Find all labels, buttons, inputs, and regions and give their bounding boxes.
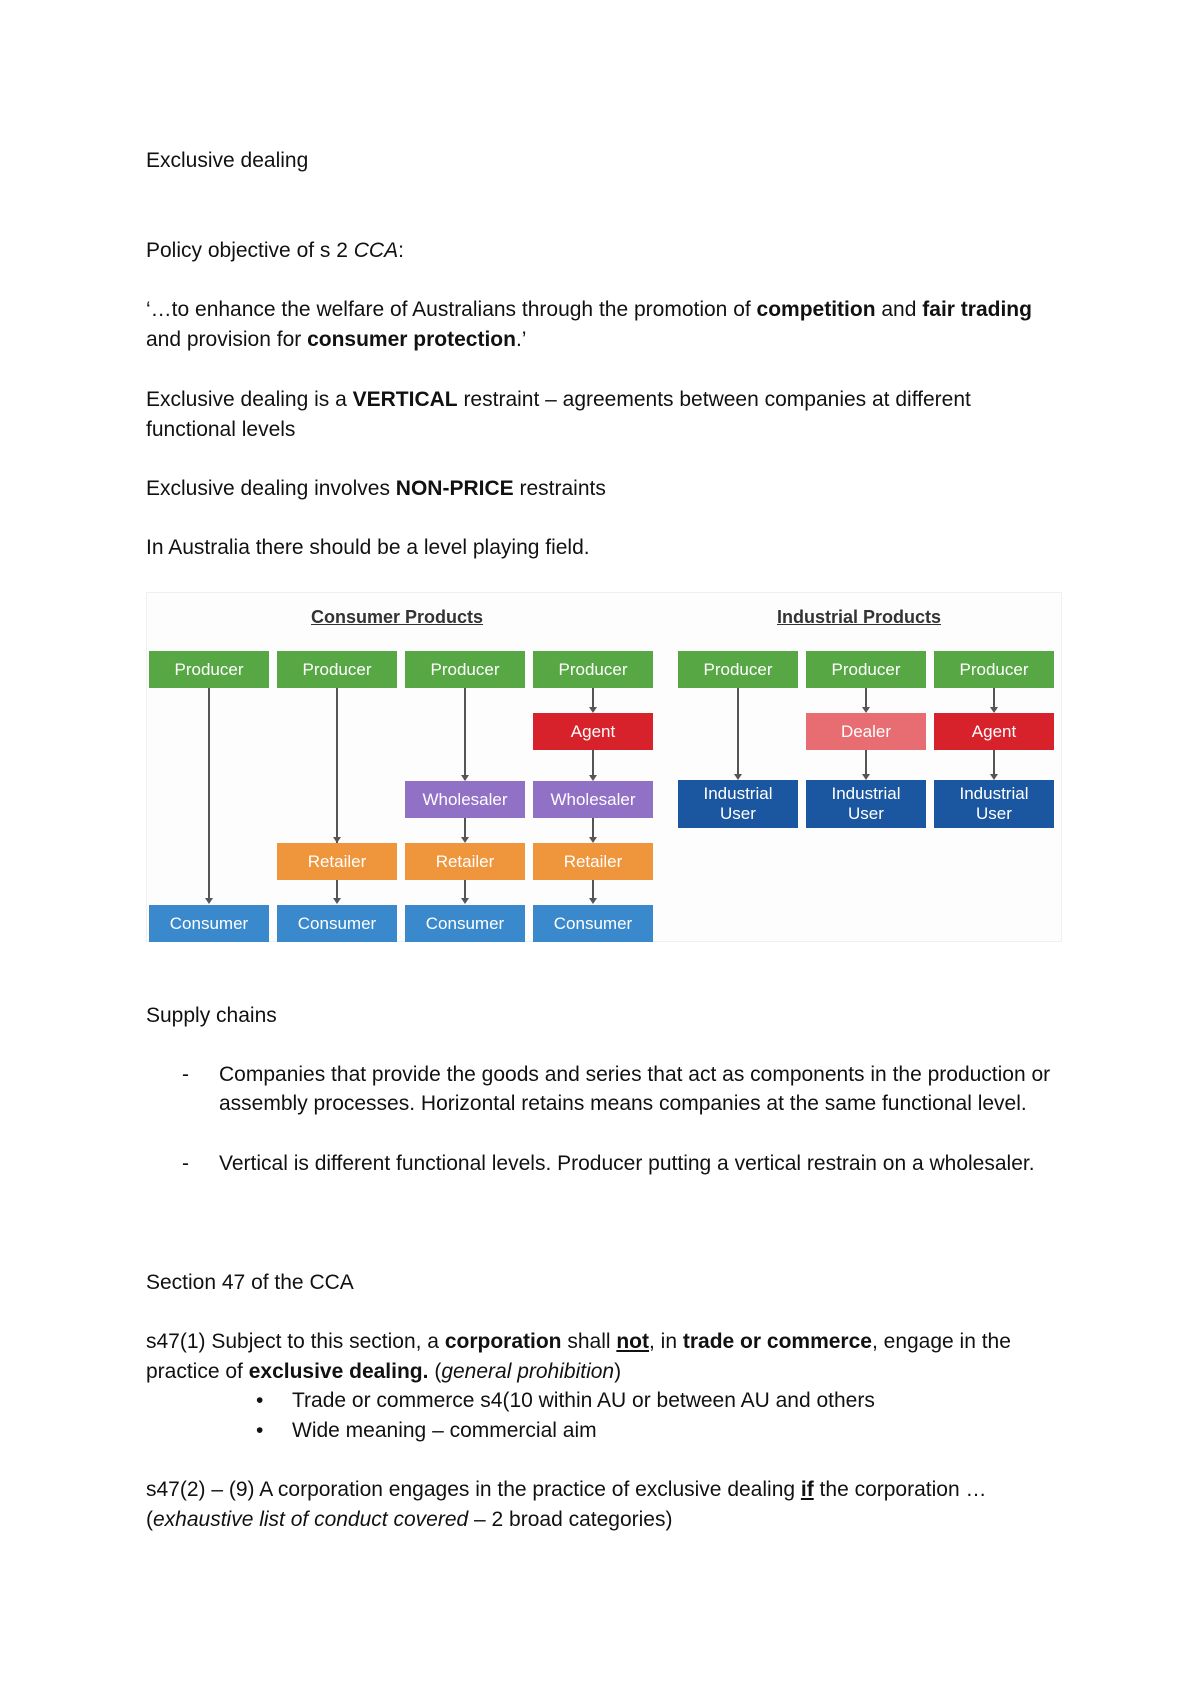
- section-47-heading: Section 47 of the CCA: [146, 1271, 354, 1294]
- vertical-restraint-text: Exclusive dealing is a VERTICAL restraint – agreements between companies at different functional levels: [146, 388, 971, 441]
- wholesaler-box: Wholesaler: [533, 781, 653, 818]
- list-item: [146, 1386, 1066, 1416]
- list-item: [146, 1060, 1066, 1148]
- flow-line: [464, 818, 466, 838]
- supply-chain-diagram: [146, 592, 1062, 942]
- flow-line: [464, 880, 466, 900]
- agent-box: Agent: [533, 713, 653, 750]
- consumer-products-title: Consumer Products: [311, 607, 484, 627]
- retailer-box: Retailer: [405, 843, 525, 880]
- policy-quote: ‘…to enhance the welfare of Australians through the promotion of competition and fair trading and provision for consumer protection.’: [146, 298, 1032, 351]
- flow-line: [737, 688, 739, 775]
- flow-line: [865, 688, 867, 708]
- wholesaler-box: Wholesaler: [405, 781, 525, 818]
- industrial-user-box: Industrial User: [678, 780, 798, 828]
- flow-line: [592, 688, 594, 708]
- arrow-down-icon: [333, 898, 341, 904]
- producer-box: Producer: [149, 651, 269, 688]
- flow-line: [993, 688, 995, 708]
- list-item-text: Companies that provide the goods and series that act as components in the production or assembly processes. Horizontal retains means companies at the same functional level.: [219, 1063, 1051, 1115]
- list-item: [146, 1416, 1066, 1446]
- flow-line: [208, 688, 210, 900]
- producer-box: Producer: [678, 651, 798, 688]
- dash-marker: -: [182, 1152, 189, 1175]
- consumer-box: Consumer: [405, 905, 525, 942]
- industrial-products-title: Industrial Products: [777, 607, 942, 627]
- producer-box: Producer: [934, 651, 1054, 688]
- consumer-box: Consumer: [533, 905, 653, 942]
- industrial-user-box: Industrial User: [806, 780, 926, 828]
- flow-line: [865, 750, 867, 775]
- flow-line: [464, 688, 466, 780]
- retailer-box: Retailer: [277, 843, 397, 880]
- bullet-marker: •: [256, 1389, 264, 1412]
- retailer-box: Retailer: [533, 843, 653, 880]
- list-item-text: Wide meaning – commercial aim: [292, 1419, 597, 1442]
- page-title: Exclusive dealing: [146, 149, 309, 172]
- producer-box: Producer: [533, 651, 653, 688]
- flow-line: [592, 880, 594, 900]
- flow-line: [592, 750, 594, 775]
- flow-line: [336, 880, 338, 900]
- agent-box: Agent: [934, 713, 1054, 750]
- level-playing-field-text: In Australia there should be a level playing field.: [146, 536, 590, 559]
- arrow-down-icon: [461, 898, 469, 904]
- consumer-box: Consumer: [149, 905, 269, 942]
- arrow-down-icon: [205, 898, 213, 904]
- producer-box: Producer: [405, 651, 525, 688]
- supply-chains-heading: Supply chains: [146, 1004, 277, 1027]
- consumer-box: Consumer: [277, 905, 397, 942]
- flow-line: [336, 688, 338, 843]
- non-price-text: Exclusive dealing involves NON-PRICE restraints: [146, 477, 606, 500]
- list-item: [146, 1149, 1066, 1209]
- industrial-user-box: Industrial User: [934, 780, 1054, 828]
- arrow-down-icon: [589, 898, 597, 904]
- list-item-text: Trade or commerce s4(10 within AU or between AU and others: [292, 1389, 875, 1412]
- list-item-text: Vertical is different functional levels. Producer putting a vertical restrain on a wholesaler.: [219, 1152, 1035, 1175]
- producer-box: Producer: [806, 651, 926, 688]
- producer-box: Producer: [277, 651, 397, 688]
- s47-1-paragraph: s47(1) Subject to this section, a corporation shall not, in trade or commerce, engage in the practice of exclusive dealing. (general prohibition): [146, 1330, 1011, 1383]
- policy-heading: Policy objective of s 2 CCA:: [146, 239, 404, 262]
- bullet-marker: •: [256, 1419, 264, 1442]
- s47-2-9-paragraph: s47(2) – (9) A corporation engages in the practice of exclusive dealing if the corporation … (exhaustive list of conduct covered – 2 broad categories): [146, 1478, 987, 1531]
- dealer-box: Dealer: [806, 713, 926, 750]
- dash-marker: -: [182, 1063, 189, 1086]
- flow-line: [592, 818, 594, 838]
- flow-line: [993, 750, 995, 775]
